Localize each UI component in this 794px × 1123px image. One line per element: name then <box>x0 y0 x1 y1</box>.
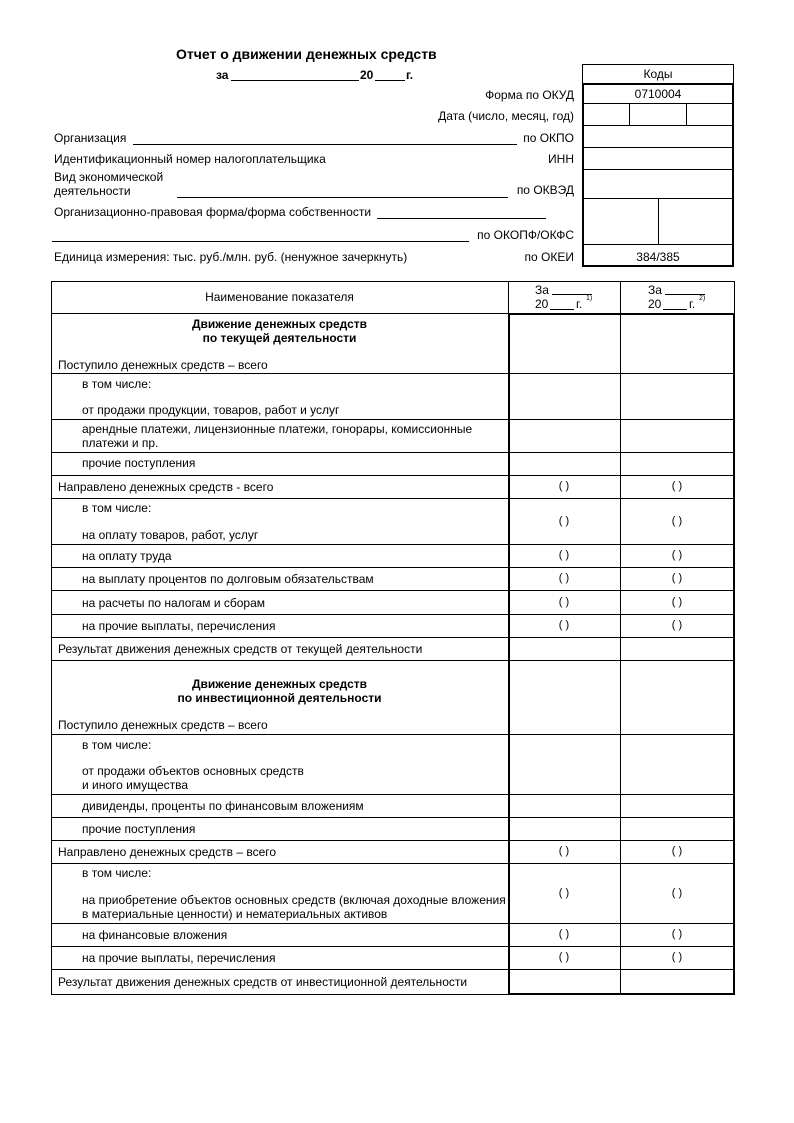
col1-g: г. <box>576 297 583 311</box>
col-name-header: Наименование показателя <box>205 290 354 304</box>
col2-g: г. <box>689 297 696 311</box>
s1-taxes-col2[interactable]: ( ) <box>671 596 683 608</box>
s2-fin: на финансовые вложения <box>82 928 228 942</box>
period-date-line[interactable] <box>231 80 359 81</box>
s1-spent: Направлено денежных средств - всего <box>58 480 274 494</box>
s1-taxes-col1[interactable]: ( ) <box>558 596 570 608</box>
row-divider <box>51 840 735 841</box>
col2-year: 20 <box>648 297 662 311</box>
okpo-label: по ОКПО <box>523 131 574 145</box>
row-divider <box>51 946 735 947</box>
inn-full-label: Идентификационный номер налогоплательщика <box>54 152 326 166</box>
row-divider <box>51 419 735 420</box>
section2-title-2: по инвестиционной деятельности <box>177 691 382 705</box>
s1-interest: на выплату процентов по долговым обязательствам <box>82 572 374 586</box>
col2-year-field[interactable] <box>663 309 687 310</box>
unit-label: Единица измерения: тыс. руб./млн. руб. (ненужное зачеркнуть) <box>54 250 408 264</box>
section2-title-1: Движение денежных средств <box>191 677 368 691</box>
row-divider <box>51 660 735 661</box>
organization-field[interactable] <box>133 144 517 145</box>
section1-title-2: по текущей деятельности <box>202 331 357 345</box>
codes-divider <box>582 244 734 245</box>
col2-za: За <box>648 283 662 297</box>
s1-other-payments-col2[interactable]: ( ) <box>671 619 683 631</box>
inn-label: ИНН <box>548 152 574 166</box>
s1-other-payments-col1[interactable]: ( ) <box>558 619 570 631</box>
s2-including-2: в том числе: <box>82 866 152 880</box>
row-divider <box>51 614 735 615</box>
codes-divider <box>582 125 734 126</box>
s2-acq-col2[interactable]: ( ) <box>671 887 683 899</box>
s2-dividends: дивиденды, проценты по финансовым вложениям <box>82 799 364 813</box>
section1-title-1: Движение денежных средств <box>191 317 368 331</box>
activity-field[interactable] <box>177 197 508 198</box>
s1-rent-1: арендные платежи, лицензионные платежи, гонорары, комиссионные <box>82 422 473 436</box>
okopf-divider <box>658 198 659 244</box>
s2-other-payments-col2[interactable]: ( ) <box>671 951 683 963</box>
s1-including-2: в том числе: <box>82 501 152 515</box>
row-divider <box>51 544 735 545</box>
s1-spent-col1[interactable]: ( ) <box>558 480 570 492</box>
row-divider <box>51 969 735 970</box>
s1-other-payments: на прочие выплаты, перечисления <box>82 619 276 633</box>
date-divider <box>629 103 630 125</box>
s1-taxes: на расчеты по налогам и сборам <box>82 596 265 610</box>
s2-received: Поступило денежных средств – всего <box>58 718 268 732</box>
header-divider <box>51 313 735 314</box>
legal-form-label: Организационно-правовая форма/форма собственности <box>54 205 372 219</box>
okud-label: Форма по ОКУД <box>485 88 574 102</box>
s1-labor-col2[interactable]: ( ) <box>671 549 683 561</box>
col1-note: 1) <box>586 295 593 302</box>
organization-label: Организация <box>54 131 127 145</box>
period-prefix: за <box>216 68 229 82</box>
s2-spent-col2[interactable]: ( ) <box>671 845 683 857</box>
s1-labor: на оплату труда <box>82 549 172 563</box>
s1-other-income: прочие поступления <box>82 456 196 470</box>
row-divider <box>51 923 735 924</box>
s2-result: Результат движения денежных средств от инвестиционной деятельности <box>58 975 468 989</box>
row-divider <box>51 373 735 374</box>
col2-note: 2) <box>699 295 706 302</box>
row-divider <box>51 794 735 795</box>
s1-sales: от продажи продукции, товаров, работ и услуг <box>82 403 340 417</box>
s1-labor-col1[interactable]: ( ) <box>558 549 570 561</box>
row-divider <box>51 567 735 568</box>
s1-received: Поступило денежных средств – всего <box>58 358 268 372</box>
col-divider <box>508 281 509 313</box>
s2-spent: Направлено денежных средств – всего <box>58 845 277 859</box>
codes-divider <box>582 169 734 170</box>
s2-including: в том числе: <box>82 738 152 752</box>
okei-value: 384/385 <box>636 250 680 264</box>
s1-goods-col2[interactable]: ( ) <box>671 515 683 527</box>
okud-value: 0710004 <box>634 87 682 101</box>
period-year-prefix: 20 <box>360 68 374 82</box>
report-title: Отчет о движении денежных средств <box>176 46 437 62</box>
s1-goods-col1[interactable]: ( ) <box>558 515 570 527</box>
col1-year-field[interactable] <box>550 309 574 310</box>
s2-spent-col1[interactable]: ( ) <box>558 845 570 857</box>
row-divider <box>51 734 735 735</box>
s2-acq-1: на приобретение объектов основных средств (включая доходные вложения <box>82 893 506 907</box>
s2-other-payments: на прочие выплаты, перечисления <box>82 951 276 965</box>
row-divider <box>51 590 735 591</box>
codes-header: Коды <box>643 67 673 81</box>
activity-label-1: Вид экономической <box>54 170 164 184</box>
date-divider <box>686 103 687 125</box>
okved-label: по ОКВЭД <box>516 183 574 197</box>
s2-fin-col1[interactable]: ( ) <box>558 928 570 940</box>
s2-sales-1: от продажи объектов основных средств <box>82 764 304 778</box>
row-divider <box>51 452 735 453</box>
legal-form-field[interactable] <box>377 218 546 219</box>
okei-label: по ОКЕИ <box>524 250 574 264</box>
period-suffix: г. <box>406 68 414 82</box>
s1-goods: на оплату товаров, работ, услуг <box>82 528 259 542</box>
col1-za: За <box>535 283 549 297</box>
row-divider <box>51 637 735 638</box>
s2-other-income: прочие поступления <box>82 822 196 836</box>
s1-result: Результат движения денежных средств от текущей деятельности <box>58 642 423 656</box>
s2-sales-2: и иного имущества <box>82 778 189 792</box>
s1-interest-col2[interactable]: ( ) <box>671 572 683 584</box>
row-divider <box>51 498 735 499</box>
col1-year: 20 <box>535 297 549 311</box>
s2-acq-2: в материальные ценности) и нематериальных активов <box>82 907 388 921</box>
s1-rent-2: платежи и пр. <box>82 436 159 450</box>
s2-fin-col2[interactable]: ( ) <box>671 928 683 940</box>
period-year-line[interactable] <box>375 80 405 81</box>
row-divider <box>51 817 735 818</box>
row-divider <box>51 475 735 476</box>
date-label: Дата (число, месяц, год) <box>438 109 574 123</box>
row-divider <box>51 863 735 864</box>
s1-spent-col2[interactable]: ( ) <box>671 480 683 492</box>
activity-label-2: деятельности <box>54 184 131 198</box>
legal-form-field-2[interactable] <box>52 241 469 242</box>
s2-acq-col1[interactable]: ( ) <box>558 887 570 899</box>
s1-including: в том числе: <box>82 377 152 391</box>
okopf-label: по ОКОПФ/ОКФС <box>477 228 574 242</box>
codes-divider <box>582 103 734 104</box>
s2-other-payments-col1[interactable]: ( ) <box>558 951 570 963</box>
s1-interest-col1[interactable]: ( ) <box>558 572 570 584</box>
codes-divider <box>582 147 734 148</box>
